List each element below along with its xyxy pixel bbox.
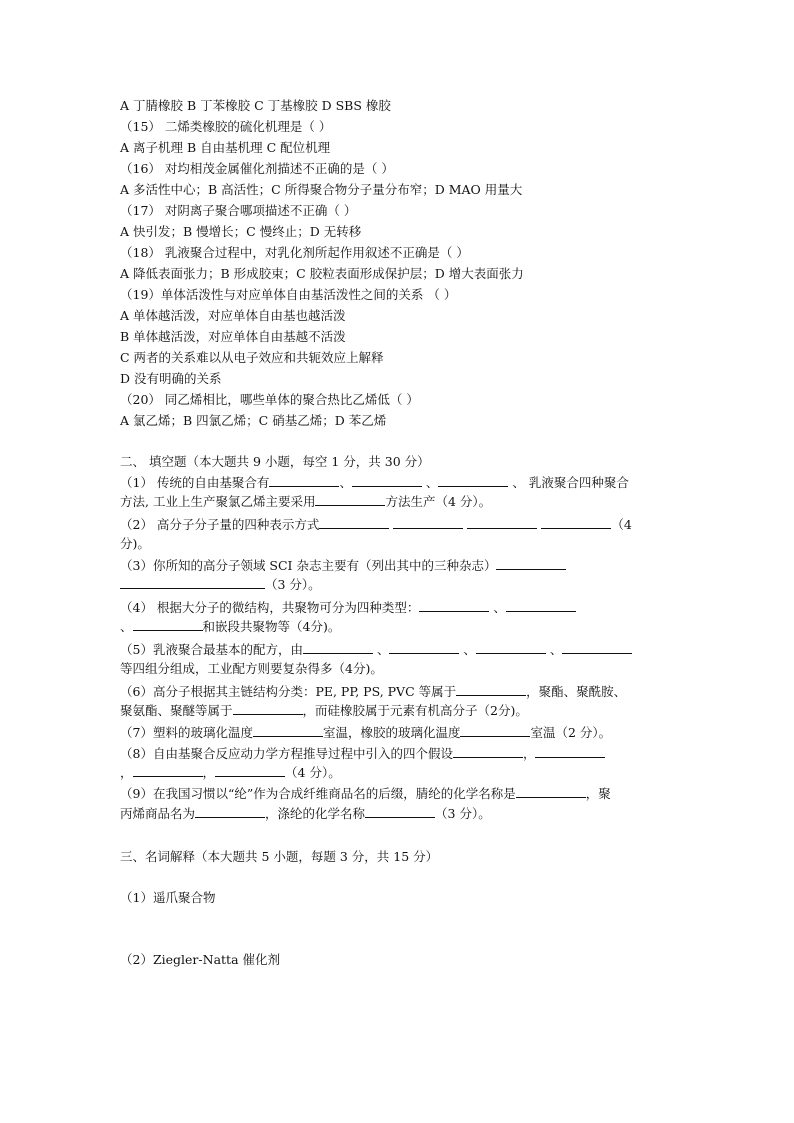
answer-blank[interactable] (195, 805, 265, 818)
fill-q4-text-a: （4） 根据大分子的微结构，共聚物可分为四种类型： (120, 600, 420, 615)
q19-option-a: A 单体越活泼，对应单体自由基也越活泼 (120, 308, 346, 323)
answer-blank[interactable] (215, 764, 285, 777)
term-q2: （2）Ziegler-Natta 催化剂 (120, 952, 280, 967)
fill-q2-text-b: （4 (611, 517, 632, 532)
answer-blank[interactable] (352, 474, 422, 487)
answer-blank[interactable] (315, 493, 385, 506)
fill-q8-line1 (120, 745, 605, 763)
fill-q6-text-b: ，聚酯、聚酰胺、 (526, 684, 627, 699)
fill-q2-text-a: （2） 高分子分子量的四种表示方式 (120, 517, 320, 532)
fill-q6-line2 (120, 702, 528, 720)
answer-blank[interactable] (133, 618, 203, 631)
term-q1: （1）遥爪聚合物 (120, 890, 216, 905)
fill-q4-text-d: 和嵌段共聚物等（4分)。 (202, 619, 341, 634)
q16-question: （16） 对均相茂金属催化剂描述不正确的是（ ） (120, 161, 394, 176)
fill-q5-text-c: 、 (459, 642, 476, 657)
fill-q1-text-e: 方法, 工业上生产聚氯乙烯主要采用 (120, 494, 316, 509)
q20-options: A 氯乙烯；B 四氯乙烯；C 硝基乙烯；D 苯乙烯 (120, 413, 387, 428)
terms-section-heading: 三、名词解释（本大题共 5 小题，每题 3 分，共 15 分） (120, 849, 439, 864)
fill-q7-text-b: 室温，橡胶的玻璃化温度 (322, 725, 461, 740)
answer-blank[interactable] (506, 599, 576, 612)
fill-q4-line1 (120, 599, 576, 617)
q19-option-d: D 没有明确的关系 (120, 371, 222, 386)
answer-blank[interactable] (562, 641, 632, 654)
fill-q5-text-a: （5）乳液聚合最基本的配方，由 (120, 642, 303, 657)
fill-q9-text-e: （3 分）。 (435, 806, 491, 821)
fill-q4-line2 (120, 618, 340, 636)
answer-blank[interactable] (535, 745, 605, 758)
q16-options: A 多活性中心；B 高活性；C 所得聚合物分子量分布窄；D MAO 用量大 (120, 182, 523, 197)
q19-option-b: B 单体越活泼，对应单体自由基越不活泼 (120, 329, 346, 344)
fill-q8-line2 (120, 764, 341, 782)
fill-q2-line2: 分)。 (120, 536, 150, 551)
fill-q8-text-c: ， (120, 765, 133, 780)
answer-blank[interactable] (133, 764, 203, 777)
fill-q3-line2 (120, 576, 321, 594)
fill-q8-text-d: ， (202, 765, 216, 780)
fill-q5-text-d: 、 (545, 642, 563, 657)
fill-q1-text-f: 方法生产（4 分）。 (385, 494, 492, 509)
answer-blank[interactable] (496, 557, 566, 570)
fill-q5-line2: 等四组分组成，工业配方则要复杂得多（4分)。 (120, 661, 383, 676)
fill-section-heading: 二、 填空题（本大题共 9 小题，每空 1 分，共 30 分） (120, 454, 430, 469)
fill-q9-text-a: （9）在我国习惯以“纶”作为合成纤维商品名的后缀，腈纶的化学名称是 (120, 786, 516, 801)
fill-q6-text-d: ，而硅橡胶属于元素有机高分子（2分)。 (302, 703, 528, 718)
answer-blank[interactable] (303, 641, 373, 654)
answer-blank[interactable] (319, 516, 389, 529)
answer-blank[interactable] (253, 724, 323, 737)
answer-blank[interactable] (516, 785, 586, 798)
q17-question: （17） 对阴离子聚合哪项描述不正确（ ） (120, 203, 357, 218)
fill-q8-text-b: ， (522, 746, 536, 761)
answer-blank[interactable] (120, 576, 265, 589)
fill-q5-line1 (120, 641, 632, 659)
fill-q1-text-b: 、 (339, 475, 352, 490)
fill-q7-line (120, 724, 611, 742)
q19-option-c: C 两者的关系难以从电子效应和共轭效应上解释 (120, 350, 384, 365)
fill-q2-line1 (120, 516, 632, 534)
answer-blank[interactable] (453, 745, 523, 758)
fill-q7-text-c: 室温（2 分）。 (530, 725, 612, 740)
fill-q3-text-a: （3）你所知的高分子领域 SCI 杂志主要有（列出其中的三种杂志） (120, 558, 497, 573)
q20-question: （20） 同乙烯相比，哪些单体的聚合热比乙烯低（ ） (120, 392, 419, 407)
q15-question: （15） 二烯类橡胶的硫化机理是（ ） (120, 119, 332, 134)
fill-q1-line2 (120, 493, 491, 511)
answer-blank[interactable] (460, 724, 530, 737)
fill-q6-line1 (120, 683, 626, 701)
fill-q1-text-c: 、 (421, 475, 439, 490)
q19-question: （19）单体活泼性与对应单体自由基活泼性之间的关系 （ ） (120, 287, 457, 302)
answer-blank[interactable] (233, 702, 303, 715)
fill-q8-text-a: （8）自由基聚合反应动力学方程推导过程中引入的四个假设 (120, 746, 453, 761)
answer-blank[interactable] (541, 516, 611, 529)
answer-blank[interactable] (438, 474, 508, 487)
answer-blank[interactable] (467, 516, 537, 529)
q14-options: A 丁腈橡胶 B 丁苯橡胶 C 丁基橡胶 D SBS 橡胶 (120, 98, 391, 113)
q18-question: （18） 乳液聚合过程中，对乳化剂所起作用叙述不正确是（ ） (120, 245, 469, 260)
fill-q4-text-b: 、 (489, 600, 506, 615)
q18-options: A 降低表面张力；B 形成胶束；C 胶粒表面形成保护层；D 增大表面张力 (120, 266, 524, 281)
answer-blank[interactable] (476, 641, 546, 654)
fill-q3-line1 (120, 557, 566, 575)
answer-blank[interactable] (389, 641, 459, 654)
fill-q1-line1 (120, 474, 629, 492)
fill-q9-text-d: ，涤纶的化学名称 (265, 806, 366, 821)
fill-q6-text-c: 聚氨酯、聚醚等属于 (120, 703, 233, 718)
fill-q1-text-d: 、 乳液聚合四种聚合 (508, 475, 629, 490)
fill-q9-text-c: 丙烯商品名为 (120, 806, 196, 821)
fill-q9-text-b: ，聚 (585, 786, 611, 801)
fill-q4-text-c: 、 (120, 619, 133, 634)
fill-q3-text-b: （3 分）。 (265, 577, 321, 592)
fill-q5-text-b: 、 (372, 642, 390, 657)
fill-q1-text-a: （1） 传统的自由基聚合有 (120, 475, 270, 490)
answer-blank[interactable] (419, 599, 489, 612)
fill-q9-line1 (120, 785, 611, 803)
answer-blank[interactable] (456, 683, 526, 696)
fill-q7-text-a: （7）塑料的玻璃化温度 (120, 725, 253, 740)
q17-options: A 快引发；B 慢增长；C 慢终止；D 无转移 (120, 224, 362, 239)
fill-q6-text-a: （6）高分子根据其主链结构分类：PE, PP, PS, PVC 等属于 (120, 684, 457, 699)
fill-q8-text-e: （4 分）。 (285, 765, 341, 780)
answer-blank[interactable] (269, 474, 339, 487)
answer-blank[interactable] (393, 516, 463, 529)
answer-blank[interactable] (365, 805, 435, 818)
fill-q9-line2 (120, 805, 491, 823)
q15-options: A 离子机理 B 自由基机理 C 配位机理 (120, 140, 331, 155)
